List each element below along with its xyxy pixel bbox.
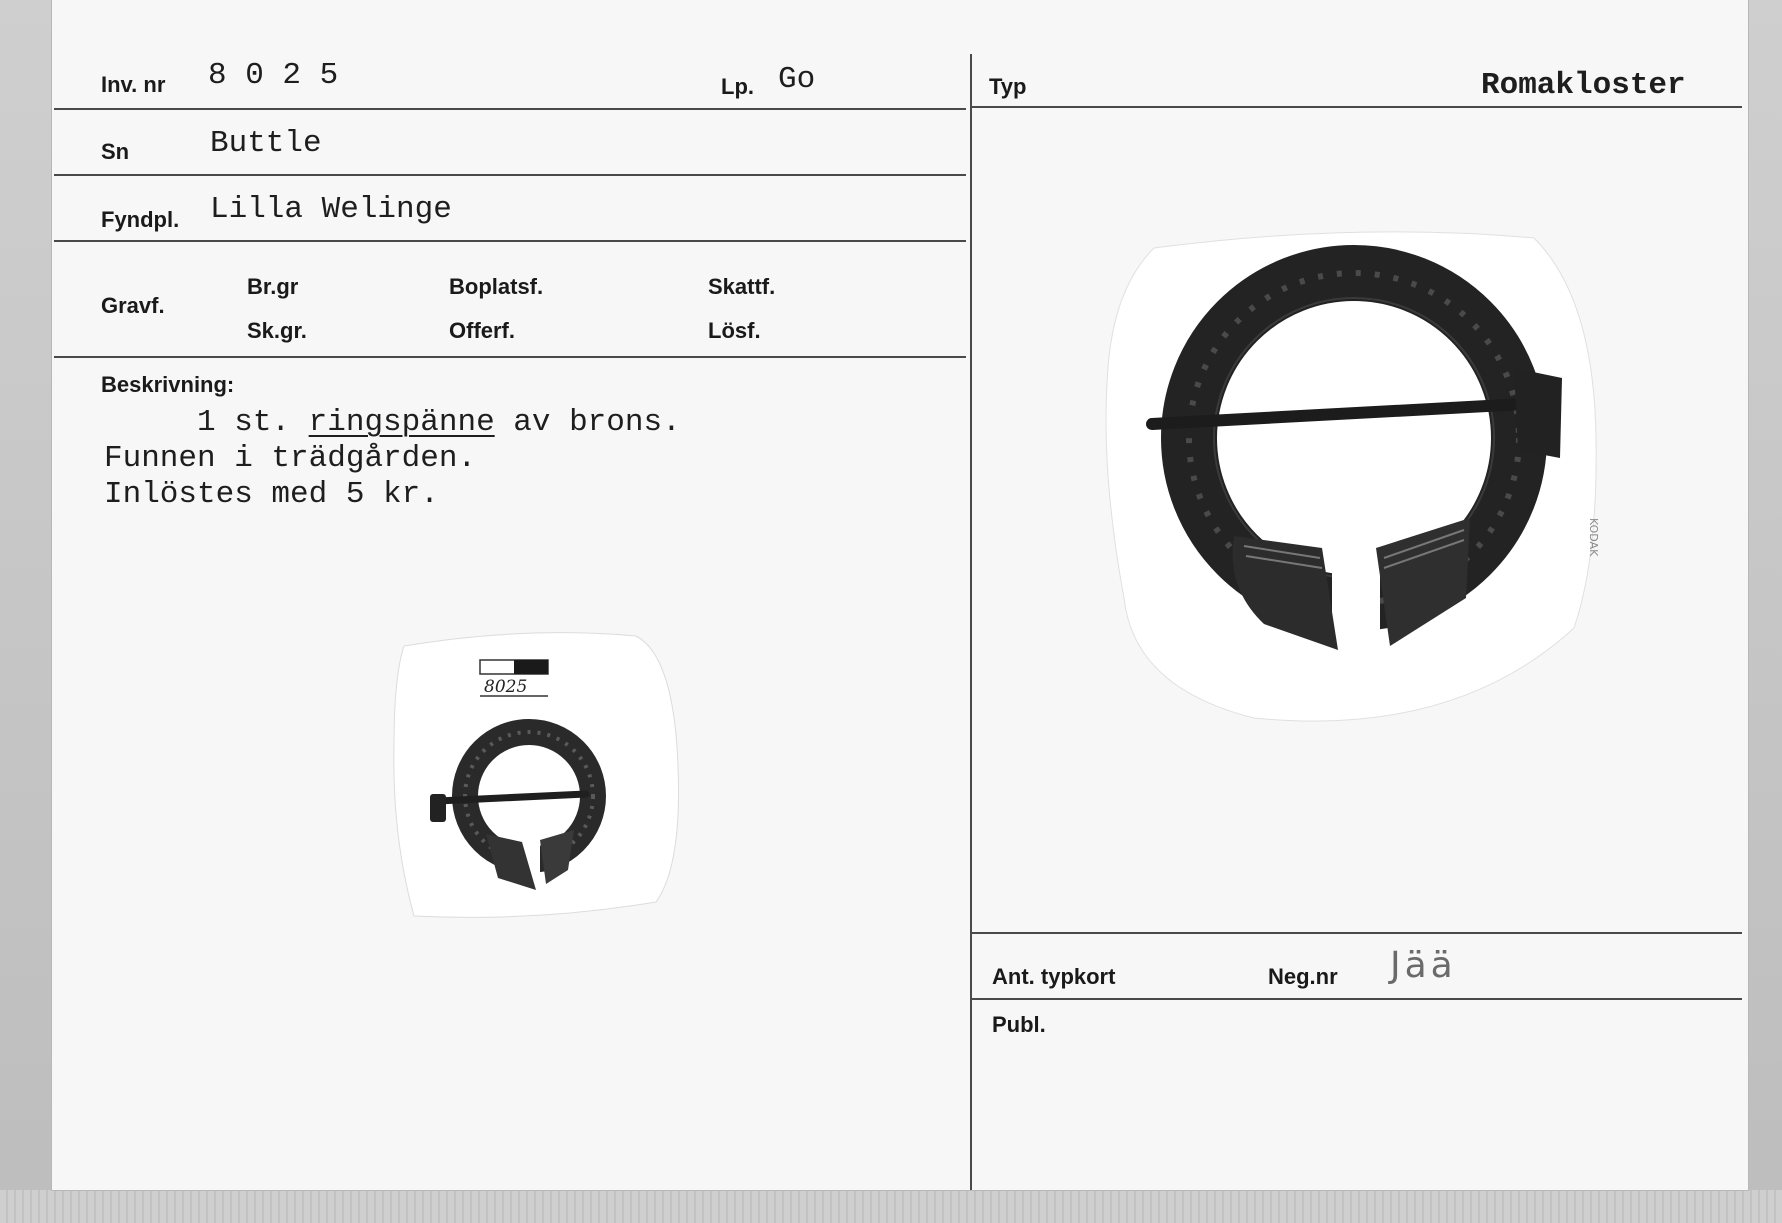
small-brooch-photo xyxy=(386,626,682,922)
lp-value: Go xyxy=(778,62,816,97)
large-brooch-photo xyxy=(1094,218,1602,726)
skattf-label: Skattf. xyxy=(708,274,776,299)
skgr-label: Sk.gr. xyxy=(247,318,307,343)
publ-label: Publ. xyxy=(992,1012,1046,1037)
description-line1-suffix: av brons. xyxy=(494,405,681,440)
neg-nr-value: Jää xyxy=(1390,945,1457,986)
rule-publ xyxy=(972,998,1742,1000)
typ-label: Typ xyxy=(989,74,1027,99)
rule-typ xyxy=(972,106,1742,108)
lp-label: Lp. xyxy=(721,74,754,99)
description-line2: Funnen i trädgården. xyxy=(104,441,477,476)
description-text xyxy=(104,405,681,513)
beskrivning-label: Beskrivning: xyxy=(101,372,235,397)
scan-bottom-strip xyxy=(0,1190,1782,1223)
rule-sn xyxy=(54,174,966,176)
gravf-label: Gravf. xyxy=(101,293,165,318)
rule-inv xyxy=(54,108,966,110)
small-photo-label: 8025 xyxy=(484,677,528,697)
boplatsf-label: Boplatsf. xyxy=(449,274,544,299)
neg-nr-label: Neg.nr xyxy=(1268,964,1338,989)
typ-value: Romakloster xyxy=(1481,68,1686,103)
description-line1-prefix: 1 st. xyxy=(104,405,309,440)
ant-typkort-label: Ant. typkort xyxy=(992,964,1116,989)
description-line3: Inlöstes med 5 kr. xyxy=(104,477,439,512)
description-underlined-word: ringspänne xyxy=(308,405,495,440)
sn-label: Sn xyxy=(101,139,130,164)
side-mark: KODAK xyxy=(1587,518,1600,557)
rule-gravf xyxy=(54,356,966,358)
offerf-label: Offerf. xyxy=(449,318,515,343)
inv-nr-value: 8 0 2 5 xyxy=(208,58,339,93)
rule-ant-typkort xyxy=(972,932,1742,934)
fyndpl-label: Fyndpl. xyxy=(101,207,180,232)
brgr-label: Br.gr xyxy=(247,274,299,299)
fyndpl-value: Lilla Welinge xyxy=(210,192,452,227)
sn-value: Buttle xyxy=(210,126,322,161)
losf-label: Lösf. xyxy=(708,318,761,343)
column-divider xyxy=(970,54,972,1190)
inv-nr-label: Inv. nr xyxy=(101,72,166,97)
rule-fyndpl xyxy=(54,240,966,242)
